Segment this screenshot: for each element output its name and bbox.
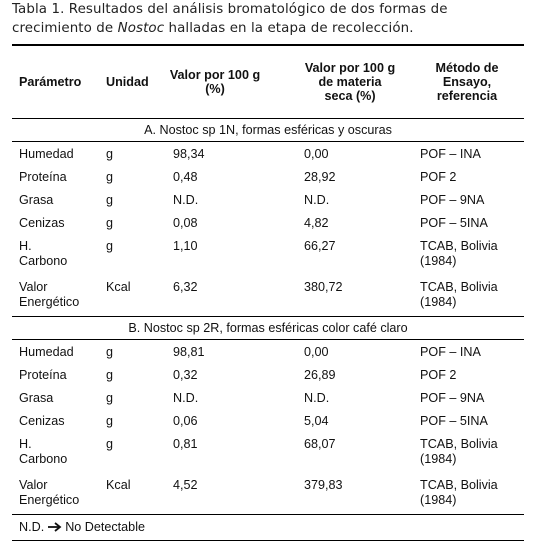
cell-unidad: g: [106, 193, 114, 207]
header-unidad: [106, 46, 149, 118]
table-row: [12, 432, 524, 473]
cell-parametro: [19, 414, 65, 429]
cell-metodo-line: TCAB, Bolivia: [420, 280, 498, 294]
header-valor-100g-line1: Valor por 100 g: [169, 68, 261, 82]
cell-valor-100g: 98,81: [173, 345, 205, 359]
table-row: [12, 188, 524, 211]
header-valor-ms-line1: Valor por 100 g: [304, 61, 396, 75]
cell-valor-100g: N.D.: [173, 391, 199, 405]
caption-label: Tabla 1.: [12, 2, 65, 17]
cell-valor-100g: 0,06: [173, 414, 198, 428]
header-unidad-text: Unidad: [106, 75, 149, 89]
table-row: [12, 142, 524, 165]
header-metodo: [414, 46, 520, 118]
cell-valor-100g: N.D.: [173, 193, 199, 207]
cell-parametro-line: H.: [19, 239, 32, 253]
cell-valor-100g: 4,52: [173, 478, 198, 492]
cell-valor-materia-seca: 0,00: [304, 345, 329, 359]
cell-parametro-line: Carbono: [19, 254, 68, 268]
cell-parametro-line: Humedad: [19, 345, 74, 359]
cell-parametro-line: Carbono: [19, 452, 68, 466]
cell-valor-100g: 0,08: [173, 216, 198, 230]
cell-valor-materia-seca: 4,82: [304, 216, 329, 230]
cell-unidad: Kcal: [106, 478, 131, 492]
cell-parametro-line: Proteína: [19, 368, 67, 382]
cell-metodo-line: TCAB, Bolivia: [420, 437, 498, 451]
cell-metodo: [420, 345, 481, 360]
cell-parametro: [19, 391, 53, 406]
cell-unidad: g: [106, 345, 114, 359]
caption-text-after: halladas en la etapa de recolección.: [164, 21, 414, 36]
table-header: [12, 46, 524, 119]
cell-valor-materia-seca: 66,27: [304, 239, 336, 253]
table-row: [12, 409, 524, 432]
cell-metodo: [420, 193, 484, 208]
cell-parametro: [19, 193, 53, 208]
cell-parametro-line: Energético: [19, 493, 80, 507]
table-row: [12, 211, 524, 234]
cell-metodo-line: POF – 9NA: [420, 391, 485, 405]
cell-metodo: [420, 391, 484, 406]
cell-unidad: g: [106, 391, 114, 405]
cell-parametro: [19, 216, 65, 231]
cell-valor-100g: 0,48: [173, 170, 198, 184]
table-row: [12, 473, 524, 514]
cell-metodo-line: POF – 9NA: [420, 193, 485, 207]
table-row: [12, 363, 524, 386]
cell-parametro-line: Cenizas: [19, 414, 65, 428]
cell-metodo-line: (1984): [420, 452, 457, 466]
results-table: [12, 44, 524, 541]
cell-metodo: [420, 280, 498, 310]
cell-parametro: [19, 147, 74, 162]
cell-valor-100g: 0,32: [173, 368, 198, 382]
section-rows: [12, 142, 524, 317]
table-caption: [12, 0, 522, 38]
cell-parametro-line: Energético: [19, 295, 80, 309]
footnote-abbr: N.D.: [19, 520, 45, 534]
cell-parametro: [19, 345, 74, 360]
cell-metodo-line: POF 2: [420, 170, 457, 184]
cell-metodo: [420, 216, 488, 231]
cell-valor-materia-seca: N.D.: [304, 391, 330, 405]
cell-parametro: [19, 478, 79, 508]
cell-valor-100g: 98,34: [173, 147, 205, 161]
cell-valor-100g: 1,10: [173, 239, 198, 253]
cell-valor-100g: 6,32: [173, 280, 198, 294]
section-title: B. Nostoc sp 2R, formas esféricas color café claro: [12, 317, 524, 340]
cell-parametro-line: H.: [19, 437, 32, 451]
cell-valor-materia-seca: 379,83: [304, 478, 343, 492]
table-row: [12, 275, 524, 316]
cell-metodo: [420, 414, 488, 429]
cell-unidad: g: [106, 216, 114, 230]
cell-valor-materia-seca: 68,07: [304, 437, 336, 451]
cell-metodo-line: (1984): [420, 254, 457, 268]
cell-unidad: g: [106, 170, 114, 184]
footnote-text: No Detectable: [65, 520, 145, 534]
cell-metodo: [420, 147, 481, 162]
cell-metodo-line: POF – INA: [420, 147, 481, 161]
header-valor-materia-seca: [294, 46, 406, 118]
cell-metodo-line: TCAB, Bolivia: [420, 478, 498, 492]
cell-metodo: [420, 437, 498, 467]
cell-valor-materia-seca: 26,89: [304, 368, 336, 382]
table-row: [12, 165, 524, 188]
cell-parametro-line: Proteína: [19, 170, 67, 184]
cell-metodo: [420, 478, 498, 508]
header-parametro-text: Parámetro: [19, 75, 82, 89]
cell-metodo-line: POF 2: [420, 368, 457, 382]
caption-species: Nostoc: [117, 21, 165, 36]
cell-metodo-line: (1984): [420, 295, 457, 309]
cell-unidad: Kcal: [106, 280, 131, 294]
table-footnote: [12, 515, 524, 541]
cell-parametro: [19, 239, 67, 269]
cell-parametro: [19, 437, 67, 467]
caption-text-before: Resultados del análisis bromatológico de dos formas de crecimiento de: [12, 2, 448, 36]
cell-valor-materia-seca: 0,00: [304, 147, 329, 161]
header-metodo-line3: referencia: [436, 89, 498, 103]
header-valor-100g: [162, 46, 268, 118]
cell-parametro-line: Cenizas: [19, 216, 65, 230]
cell-parametro: [19, 170, 67, 185]
cell-valor-materia-seca: 28,92: [304, 170, 336, 184]
cell-parametro-line: Valor: [19, 280, 48, 294]
cell-metodo-line: POF – INA: [420, 345, 481, 359]
cell-valor-100g: 0,81: [173, 437, 198, 451]
table-body: [12, 119, 524, 515]
cell-unidad: g: [106, 368, 114, 382]
right-arrow-icon: [48, 522, 62, 532]
cell-parametro-line: Humedad: [19, 147, 74, 161]
cell-valor-materia-seca: 380,72: [304, 280, 343, 294]
cell-metodo: [420, 368, 456, 383]
header-parametro: [19, 46, 81, 118]
header-metodo-line1: Método de: [435, 61, 499, 75]
cell-metodo: [420, 170, 456, 185]
table-row: [12, 340, 524, 363]
cell-unidad: g: [106, 147, 114, 161]
cell-unidad: g: [106, 414, 114, 428]
cell-parametro: [19, 280, 79, 310]
cell-parametro-line: Grasa: [19, 193, 54, 207]
header-valor-100g-line2: (%): [205, 82, 225, 96]
cell-valor-materia-seca: 5,04: [304, 414, 329, 428]
cell-parametro-line: Grasa: [19, 391, 54, 405]
cell-unidad: g: [106, 239, 114, 253]
cell-metodo-line: POF – 5INA: [420, 414, 488, 428]
cell-metodo-line: POF – 5INA: [420, 216, 488, 230]
table-row: [12, 234, 524, 275]
table-row: [12, 386, 524, 409]
header-metodo-line2: Ensayo,: [442, 75, 492, 89]
cell-metodo-line: TCAB, Bolivia: [420, 239, 498, 253]
section-title: A. Nostoc sp 1N, formas esféricas y oscuras: [12, 119, 524, 142]
cell-unidad: g: [106, 437, 114, 451]
cell-parametro-line: Valor: [19, 478, 48, 492]
section-rows: [12, 340, 524, 515]
cell-metodo: [420, 239, 498, 269]
cell-metodo-line: (1984): [420, 493, 457, 507]
header-valor-ms-line3: seca (%): [324, 89, 376, 103]
header-valor-ms-line2: de materia: [318, 75, 382, 89]
cell-valor-materia-seca: N.D.: [304, 193, 330, 207]
cell-parametro: [19, 368, 67, 383]
